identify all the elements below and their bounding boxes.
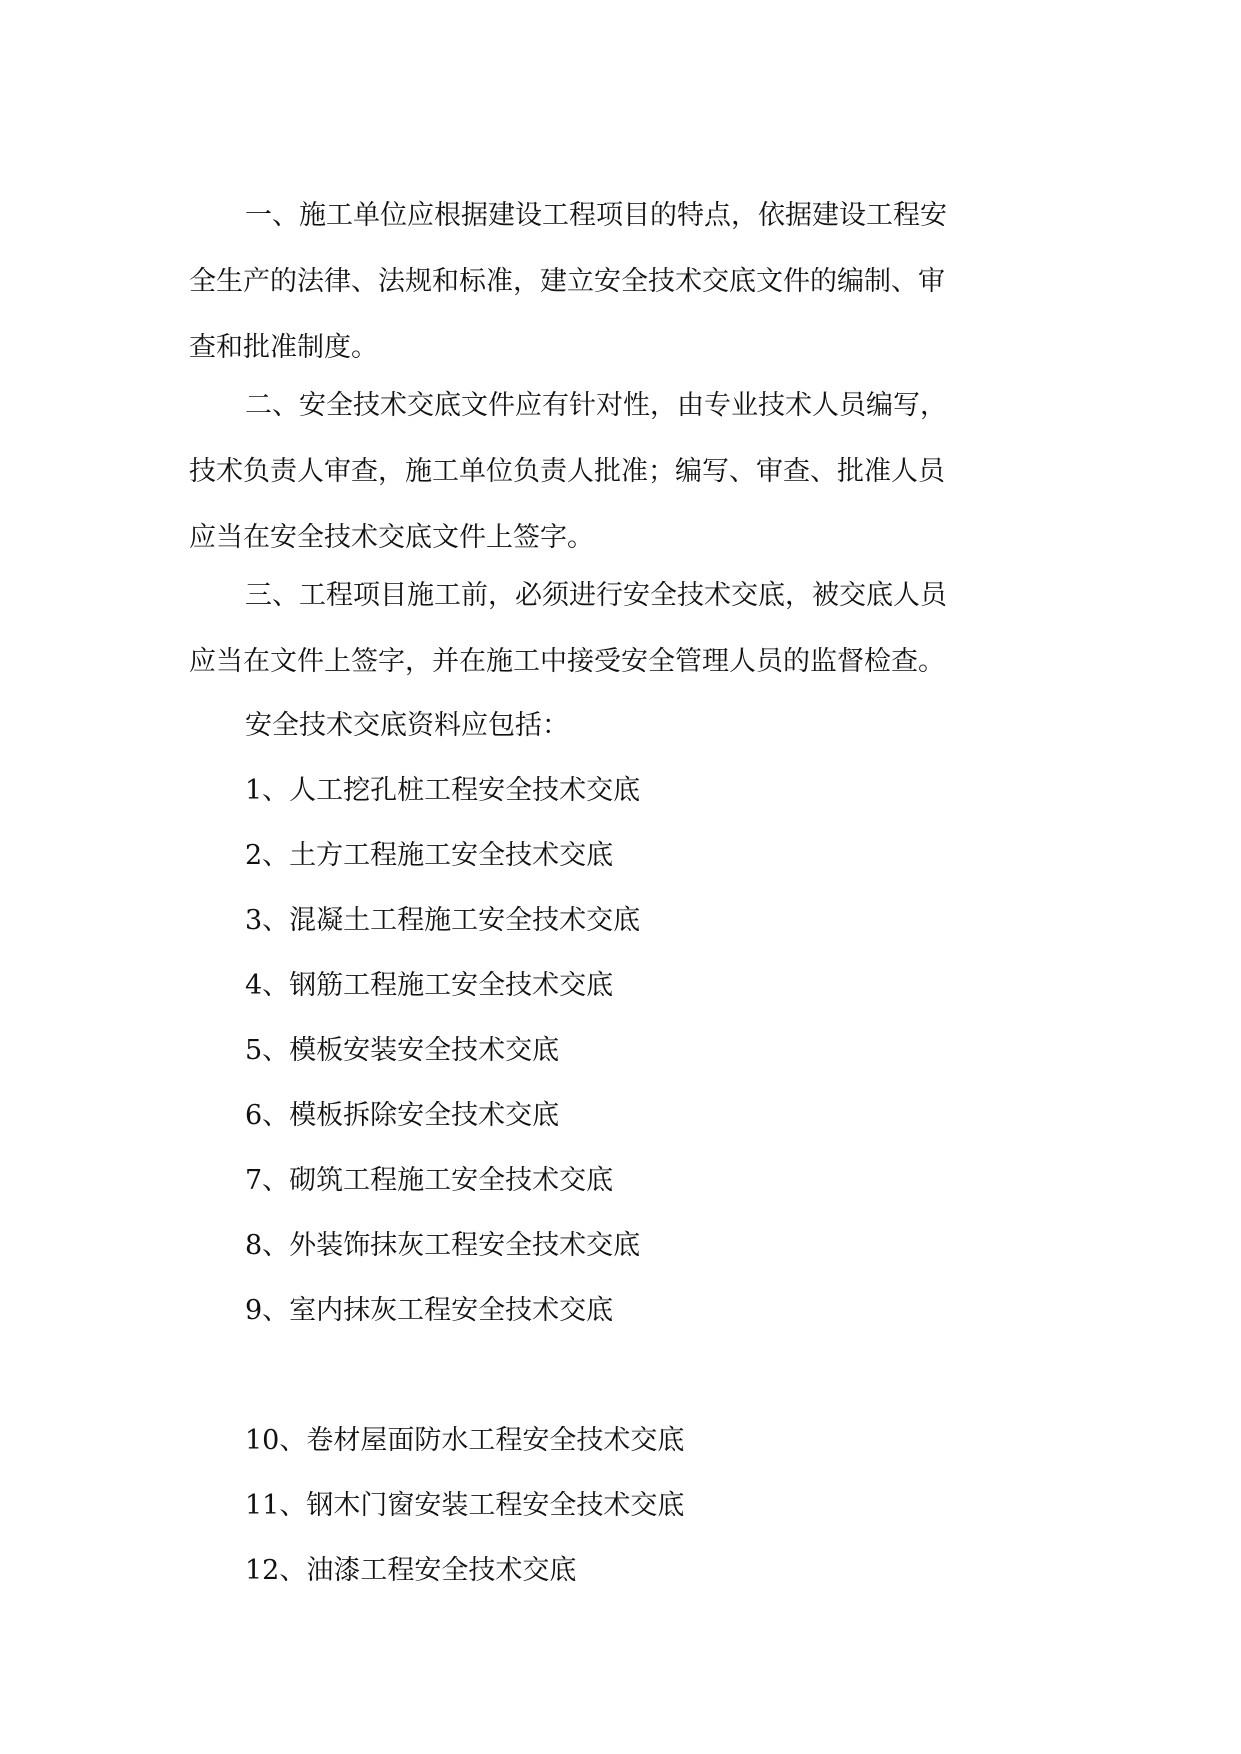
list-item: 4、钢筋工程施工安全技术交底 (245, 970, 614, 1001)
list-intro: 安全技术交底资料应包括： (245, 710, 569, 741)
list-item: 3、混凝土工程施工安全技术交底 (245, 905, 641, 936)
paragraph-line: 三、工程项目施工前，必须进行安全技术交底，被交底人员 (245, 580, 947, 611)
list-item: 8、外装饰抹灰工程安全技术交底 (245, 1230, 641, 1261)
list-item: 7、砌筑工程施工安全技术交底 (245, 1165, 614, 1196)
list-item: 1、人工挖孔桩工程安全技术交底 (245, 775, 641, 806)
paragraph-line: 二、安全技术交底文件应有针对性，由专业技术人员编写， (245, 390, 947, 421)
paragraph-line: 应当在安全技术交底文件上签字。 (189, 522, 594, 553)
paragraph-line: 查和批准制度。 (189, 332, 378, 363)
paragraph-3 (189, 563, 1009, 695)
paragraph-line: 应当在文件上签字，并在施工中接受安全管理人员的监督检查。 (189, 646, 945, 677)
list-item: 2、土方工程施工安全技术交底 (245, 840, 614, 871)
list-item: 5、模板安装安全技术交底 (245, 1035, 560, 1066)
list-item: 9、室内抹灰工程安全技术交底 (245, 1295, 614, 1326)
paragraph-line: 技术负责人审查，施工单位负责人批准；编写、审查、批准人员 (189, 456, 945, 487)
list-item: 10、卷材屋面防水工程安全技术交底 (245, 1425, 685, 1456)
paragraph-2 (189, 373, 1009, 571)
paragraph-line: 全生产的法律、法规和标准，建立安全技术交底文件的编制、审 (189, 266, 945, 297)
paragraph-1 (189, 183, 1009, 381)
list-item: 6、模板拆除安全技术交底 (245, 1100, 560, 1131)
list-item: 12、油漆工程安全技术交底 (245, 1555, 577, 1586)
paragraph-line: 一、施工单位应根据建设工程项目的特点，依据建设工程安 (245, 200, 947, 231)
list-item: 11、钢木门窗安装工程安全技术交底 (245, 1490, 685, 1521)
